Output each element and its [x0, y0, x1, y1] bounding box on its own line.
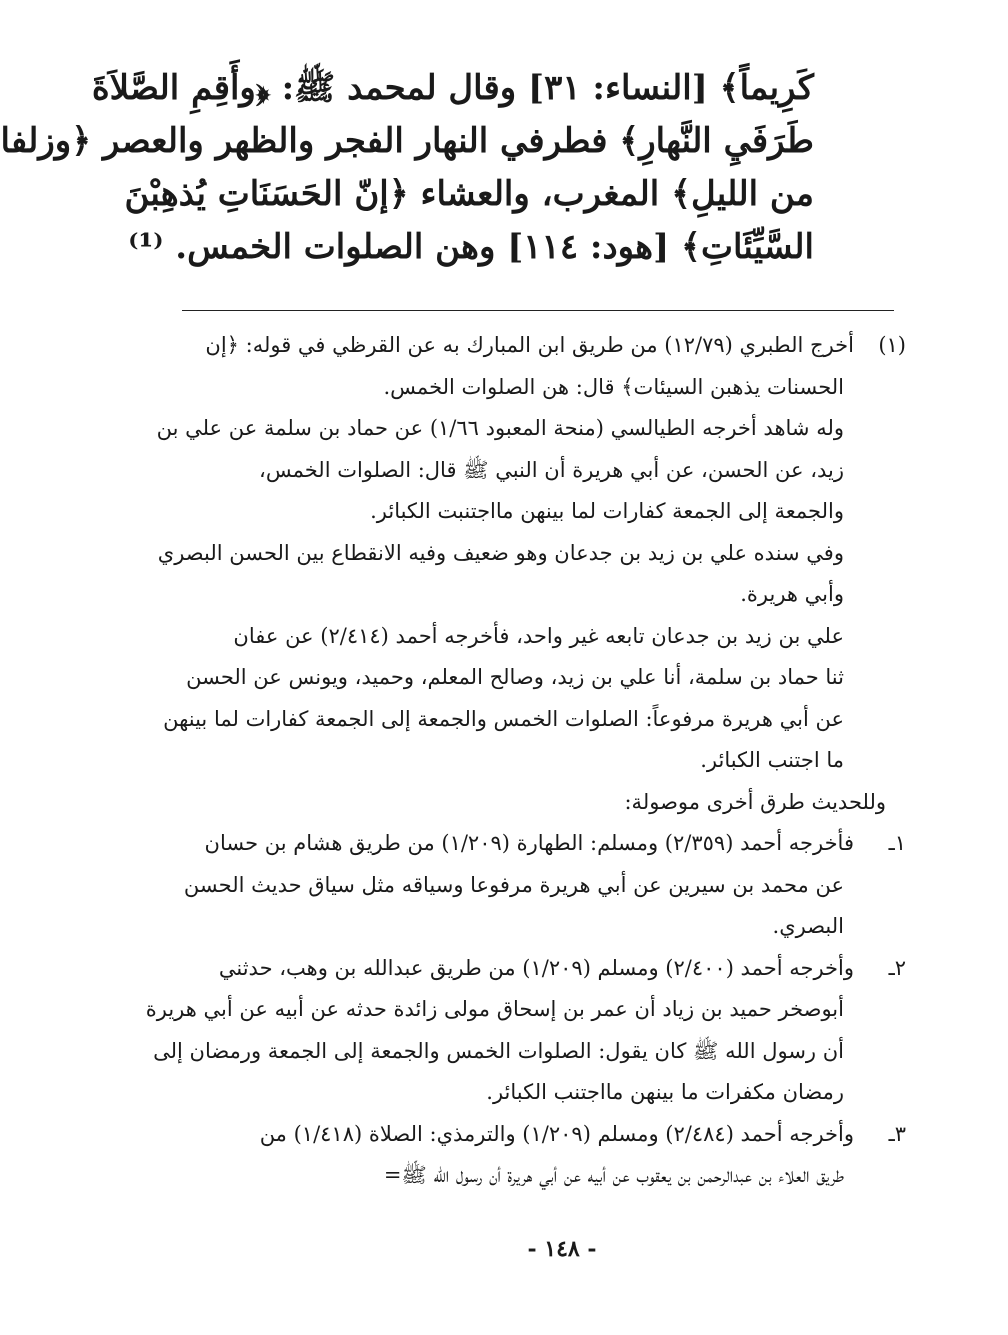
footnote-line — [186, 325, 906, 367]
list-marker: ٣ـ — [888, 1121, 906, 1146]
main-text-line: طَرَفَيِ النَّهارِ﴾ فطرفي النهار الفجر والظهر والعصر ﴿وزلفا — [0, 121, 814, 161]
footnote-line: ما اجتنب الكبائر. — [700, 748, 844, 772]
footnote-line: عن محمد بن سيرين عن أبي هريرة مرفوعا وسياقه مثل سياق حديث الحسن — [183, 872, 844, 897]
footnote-marker: (١) — [878, 333, 906, 357]
footnote-line: أبوصخر حميد بن زياد أن عمر بن إسحاق مولى زائدة حدثه عن أبيه عن أبي هريرة — [145, 997, 844, 1021]
footnote-line: طريق العلاء بن عبدالرحمن بن يعقوب عن أبيه عن أبي هريرة أن رسول الله ﷺ= — [383, 1163, 844, 1187]
footnote-line: وله شاهد أخرجه الطيالسي (منحة المعبود ١/٦٦) عن حماد بن سلمة عن علي بن — [156, 416, 844, 440]
footnote-line: عن أبي هريرة مرفوعاً: الصلوات الخمس والجمعة إلى الجمعة كفارات لما بينهن — [163, 706, 844, 731]
footnote-separator — [182, 310, 894, 311]
list-marker: ٢ـ — [888, 955, 906, 980]
footnote-line: زيد، عن الحسن، عن أبي هريرة أن النبي ﷺ قال: الصلوات الخمس، — [259, 457, 844, 482]
footnote-line — [186, 948, 906, 990]
main-text-line: كَرِيماً﴾ [النساء: ٣١] وقال لمحمد ﷺ: ﴿وأَقِمِ الصَّلاَةَ — [91, 68, 814, 108]
footnotes-block — [145, 325, 906, 1197]
main-text-block — [0, 62, 814, 274]
list-marker: ١ـ — [888, 831, 906, 855]
footnote-text: فأخرجه أحمد (٢/٣٥٩) ومسلم: الطهارة (١/٢٠٩) من طريق هشام بن حسان — [204, 831, 854, 855]
footnote-line: البصري. — [772, 914, 844, 938]
footnote-line: ثنا حماد بن سلمة، أنا علي بن زيد، وصالح المعلم، وحميد، ويونس عن الحسن — [186, 665, 844, 689]
footnote-line — [186, 1114, 906, 1156]
main-text-line: السَّيِّئَاتِ﴾ [هود: ١١٤] وهن الصلوات الخمس. ⁽¹⁾ — [128, 227, 814, 267]
footnote-line: وللحديث طرق أخرى موصولة: — [624, 789, 886, 814]
main-text-line: من الليلِ﴾ المغرب، والعشاء ﴿إنّ الحَسَنَاتِ يُذهِبْنَ — [124, 174, 814, 214]
footnote-line: وأبي هريرة. — [740, 582, 844, 606]
footnote-text: أخرج الطبري (١٢/٧٩) من طريق ابن المبارك به عن القرظي في قوله: ﴿إن — [205, 333, 854, 357]
footnote-line: أن رسول الله ﷺ كان يقول: الصلوات الخمس والجمعة إلى الجمعة ورمضان إلى — [153, 1038, 844, 1063]
footnote-text: وأخرجه أحمد (٢/٤٠٠) ومسلم (١/٢٠٩) من طريق عبدالله بن وهب، حدثني — [218, 955, 854, 980]
footnote-line: الحسنات يذهبن السيئات﴾ قال: هن الصلوات الخمس. — [383, 374, 844, 399]
footnote-text: وأخرجه أحمد (٢/٤٨٤) ومسلم (١/٢٠٩) والترمذي: الصلاة (١/٤١٨) من — [259, 1121, 854, 1146]
footnote-line: وفي سنده علي بن زيد بن جدعان وهو ضعيف وفيه الانقطاع بين الحسن البصري — [157, 540, 844, 565]
footnote-line — [186, 823, 906, 865]
page-number: - ١٤٨ - — [527, 1236, 597, 1262]
footnote-line: رمضان مكفرات ما بينهن مااجتنب الكبائر. — [486, 1080, 844, 1104]
footnote-line: علي بن زيد بن جدعان تابعه غير واحد، فأخرجه أحمد (٢/٤١٤) عن عفان — [233, 623, 844, 648]
footnote-line: والجمعة إلى الجمعة كفارات لما بينهن مااجتنبت الكبائر. — [370, 499, 844, 523]
